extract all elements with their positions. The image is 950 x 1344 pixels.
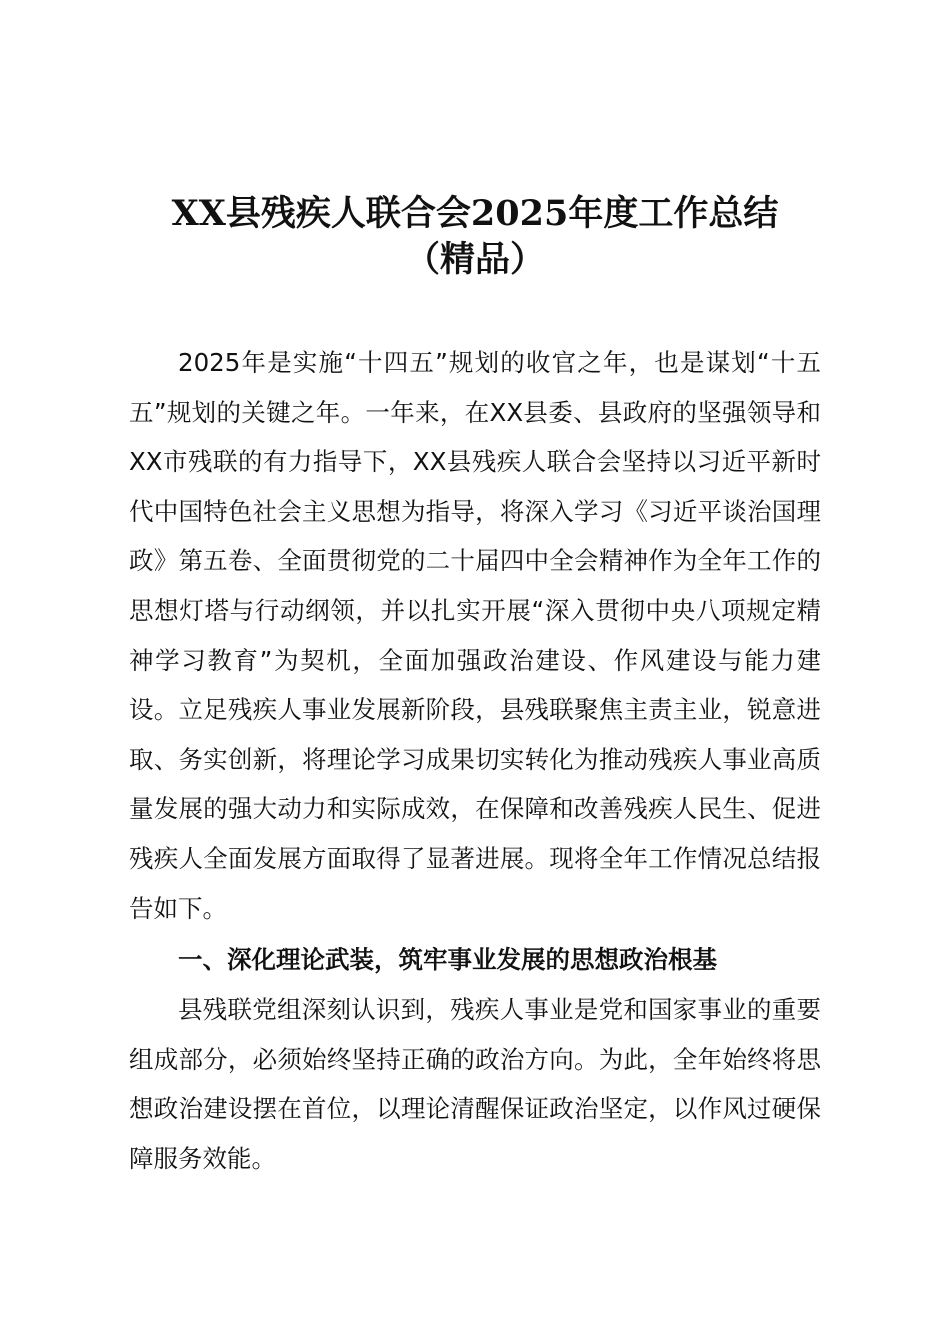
section-paragraph: 县残联党组深刻认识到，残疾人事业是党和国家事业的重要组成部分，必须始终坚持正确的政治方向。为此，全年始终将思想政治建设摆在首位，以理论清醒保证政治坚定，以作风过硬保障服务效能。 — [129, 995, 821, 1173]
section-heading: 一、深化理论武装，筑牢事业发展的思想政治根基 — [178, 945, 717, 974]
intro-paragraph: 2025年是实施“十四五”规划的收官之年，也是谋划“十五五”规划的关键之年。一年来，在XX县委、县政府的坚强领导和XX市残联的有力指导下，XX县残疾人联合会坚持以习近平新时代中国特色社会主义思想为指导，将深入学习《习近平谈治国理政》第五卷、全面贯彻党的二十届四中全会精神作为全年工作的思想灯塔与行动纲领，并以扎实开展“深入贯彻中央八项规定精神学习教育”为契机，全面加强政治建设、作风建设与能力建设。立足残疾人事业发展新阶段，县残联聚焦主责主业，锐意进取、务实创新，将理论学习成果切实转化为推动残疾人事业高质量发展的强大动力和实际成效，在保障和改善残疾人民生、促进残疾人全面发展方面取得了显著进展。现将全年工作情况总结报告如下。 — [129, 348, 821, 923]
document-title: XX县残疾人联合会2025年度工作总结 — [171, 193, 779, 234]
document-subtitle: （精品） — [404, 239, 545, 280]
